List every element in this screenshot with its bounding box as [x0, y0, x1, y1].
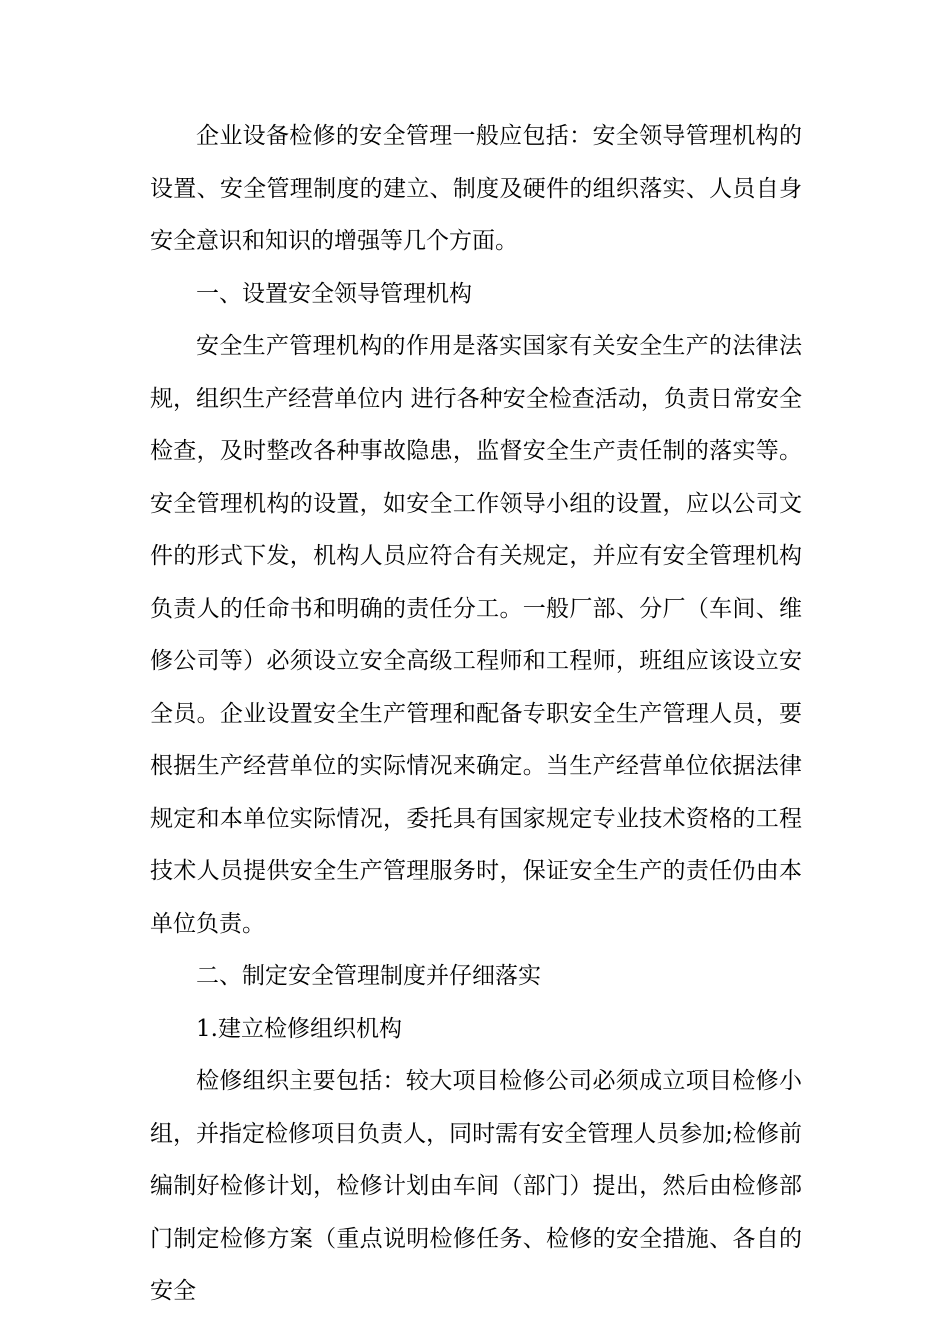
section-heading-1: 一、设置安全领导管理机构 [196, 280, 472, 307]
intro-paragraph: 企业设备检修的安全管理一般应包括：安全领导管理机构的设置、安全管理制度的建立、制度及硬件的组织落实、人员自身安全意识和知识的增强等几个方面。 [150, 123, 802, 254]
section-1-paragraph: 安全生产管理机构的作用是落实国家有关安全生产的法律法规，组织生产经营单位内 进行各种安全检查活动，负责日常安全检查，及时整改各种事故隐患，监督安全生产责任制的落实等。安全管理机构的设置，如安全工作领导小组的设置，应以公司文件的形式下发，机构人员应符合有关规定，并应有安全管理机构负责人的任命书和明确的责任分工。一般厂部、分厂（车间、维修公司等）必须设立安全高级工程师和工程师，班组应该设立安全员。企业设置安全生产管理和配备专职安全生产管理人员，要根据生产经营单位的实际情况来确定。当生产经营单位依据法律规定和本单位实际情况，委托具有国家规定专业技术资格的工程技术人员提供安全生产管理服务时，保证安全生产的责任仍由本单位负责。 [150, 333, 802, 937]
subsection-heading-1: 1.建立检修组织机构 [196, 1015, 402, 1042]
document-body [150, 110, 802, 1318]
section-heading-2: 二、制定安全管理制度并仔细落实 [196, 963, 541, 989]
subsection-1-paragraph: 检修组织主要包括：较大项目检修公司必须成立项目检修小组，并指定检修项目负责人，同时需有安全管理人员参加;检修前编制好检修计划，检修计划由车间（部门）提出，然后由检修部门制定检修方案（重点说明检修任务、检修的安全措施、各自的安全 [150, 1068, 802, 1304]
